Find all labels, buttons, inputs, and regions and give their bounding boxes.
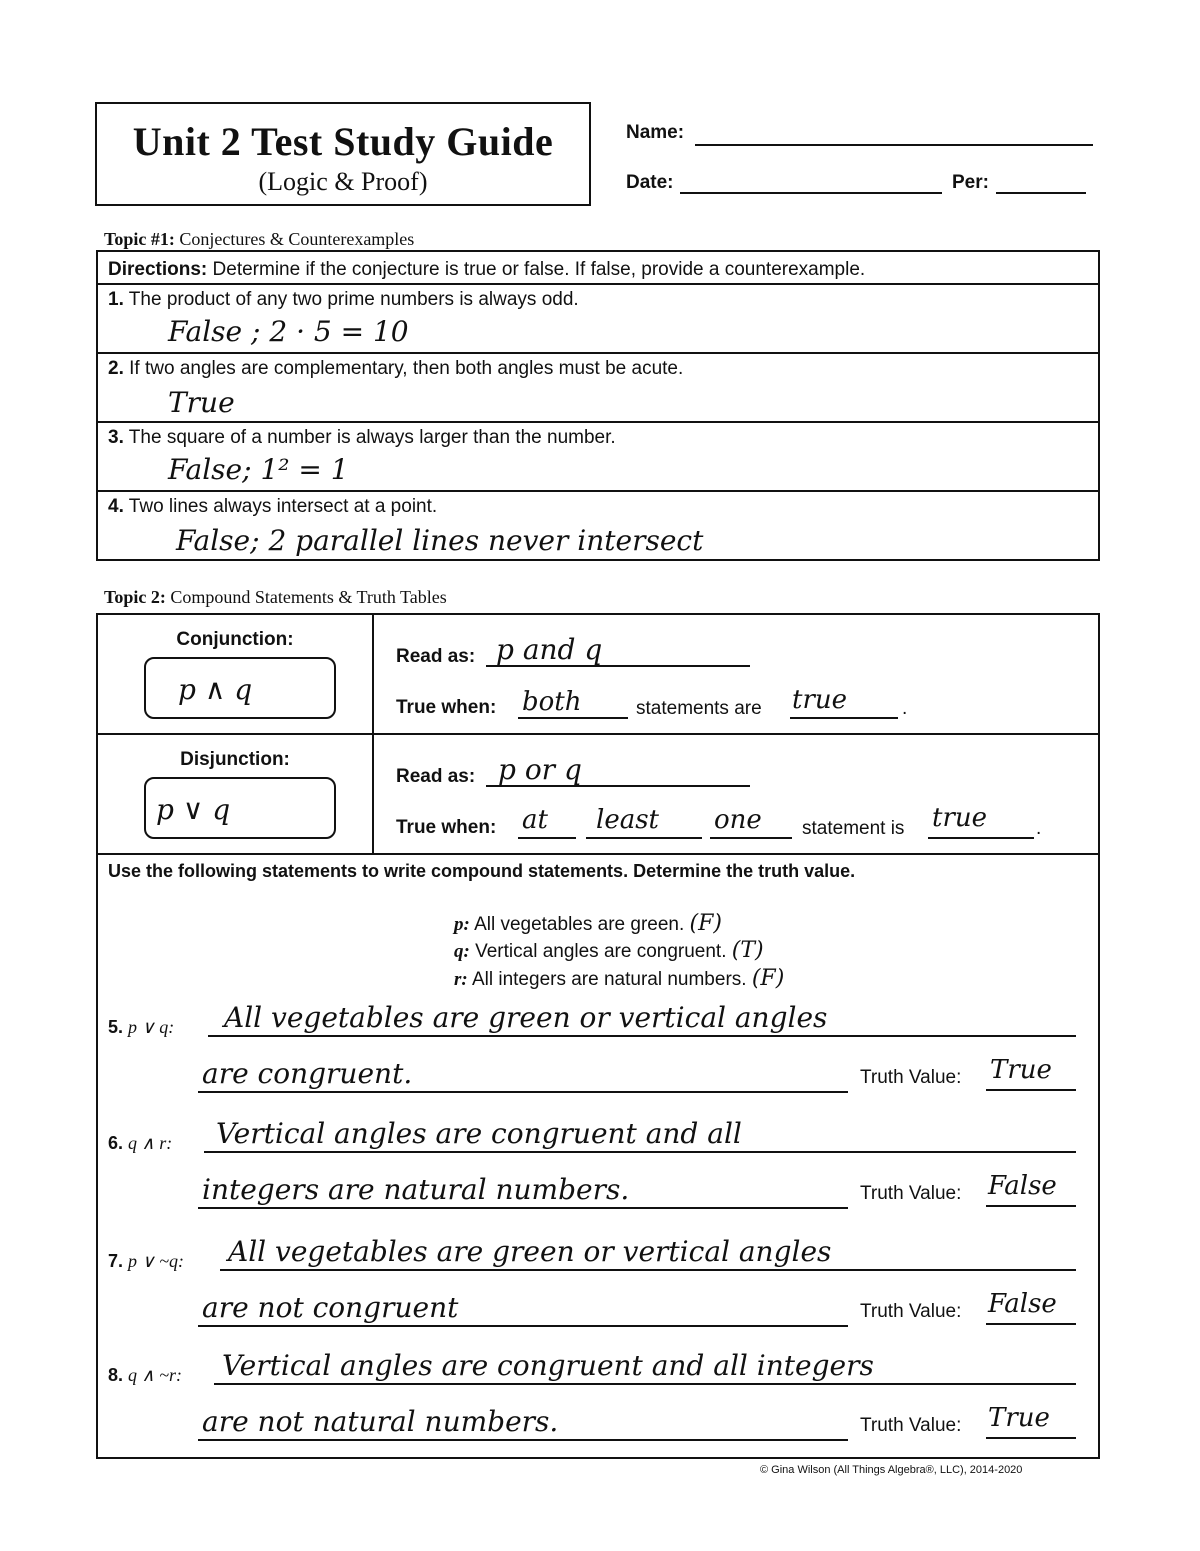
conjunction-middle-text: statements are: [636, 698, 762, 719]
read-as-label: Read as:: [396, 646, 476, 667]
statement-variable: q:: [454, 941, 470, 962]
disjunction-label: Disjunction:: [180, 749, 290, 770]
statement-p: [454, 911, 722, 936]
item-label: [108, 1251, 184, 1272]
name-label: Name:: [626, 122, 685, 143]
answer-handwritten: True: [168, 386, 235, 419]
question-row: [98, 492, 1098, 559]
period: .: [902, 698, 908, 719]
statement-truth: (F): [751, 966, 785, 991]
topic1-heading: [104, 229, 414, 250]
question-row: [98, 354, 1098, 423]
question-row: [98, 285, 1098, 354]
answer-handwritten: False; 2 parallel lines never intersect: [176, 524, 704, 557]
name-field[interactable]: [695, 122, 1093, 146]
conjunction-fill-both: both: [522, 687, 582, 717]
item-expression: q ∧ ~r:: [128, 1365, 182, 1385]
question-number: 4.: [108, 496, 124, 517]
item-answer-line1: Vertical angles are congruent and all integers: [222, 1349, 874, 1382]
truth-value-answer: False: [988, 1289, 1057, 1319]
page-title: Unit 2 Test Study Guide: [132, 119, 554, 164]
item-expression: q ∧ r:: [128, 1133, 173, 1153]
disjunction-read-as: p or q: [498, 753, 582, 786]
directions-label: Directions:: [108, 259, 208, 280]
item-expression: p ∨ q:: [128, 1017, 175, 1037]
truth-value-label: Truth Value:: [860, 1183, 962, 1204]
statement-text: Vertical angles are congruent.: [475, 941, 727, 962]
question-number: 3.: [108, 427, 124, 448]
truth-value-label: Truth Value:: [860, 1415, 962, 1436]
question-text: The product of any two prime numbers is always odd.: [128, 289, 579, 310]
item-answer-line2: are not natural numbers.: [202, 1405, 559, 1438]
topic2-title: Compound Statements & Truth Tables: [170, 587, 447, 607]
title-box: [95, 102, 591, 206]
topic1-prefix: Topic #1:: [104, 229, 175, 249]
disjunction-symbol-box: [144, 777, 336, 839]
question-number: 2.: [108, 358, 124, 379]
topic2-heading: [104, 587, 447, 608]
directions-text: Determine if the conjecture is true or false. If false, provide a counterexample.: [212, 259, 866, 280]
truth-value-answer: True: [990, 1055, 1052, 1085]
question-text: The square of a number is always larger than the number.: [128, 427, 616, 448]
read-as-label: Read as:: [396, 766, 476, 787]
question-text: Two lines always intersect at a point.: [128, 496, 438, 517]
topic1-title: Conjectures & Counterexamples: [179, 229, 415, 249]
instructions-text: Use the following statements to write compound statements. Determine the truth value.: [108, 861, 856, 881]
truth-value-answer: True: [988, 1403, 1050, 1433]
item-label: [108, 1133, 172, 1154]
conjunction-label: Conjunction:: [176, 629, 294, 650]
conjunction-fill-true: true: [792, 685, 848, 715]
statement-q: [454, 938, 764, 963]
conjunction-symbol-box: [144, 657, 336, 719]
question-row: [98, 423, 1098, 492]
date-label: Date:: [626, 172, 674, 193]
true-when-label: True when:: [396, 697, 497, 718]
question-number: 1.: [108, 289, 124, 310]
answer-handwritten: False ; 2 · 5 = 10: [168, 315, 409, 348]
conjunction-symbol: p ∧ q: [178, 673, 253, 706]
item-answer-line1: Vertical angles are congruent and all: [216, 1117, 742, 1150]
conjunction-read-as: p and q: [496, 633, 603, 666]
disjunction-middle-text: statement is: [802, 818, 905, 839]
statement-variable: p:: [454, 914, 470, 935]
page-subtitle: (Logic & Proof): [258, 167, 428, 196]
item-number: 7.: [108, 1251, 124, 1271]
disjunction-fill-least: least: [596, 805, 659, 835]
per-label: Per:: [952, 172, 989, 193]
statement-truth: (F): [689, 911, 722, 936]
conjunction-row: [98, 615, 1098, 735]
disjunction-fill-true: true: [932, 803, 988, 833]
disjunction-fill-at: at: [522, 805, 548, 835]
copyright-footer: © Gina Wilson (All Things Algebra®, LLC), 2014-2020: [760, 1464, 1023, 1476]
compound-statements-table: [96, 613, 1100, 1459]
item-number: 8.: [108, 1365, 124, 1385]
directions-row: [98, 252, 1098, 285]
item-answer-line1: All vegetables are green or vertical angles: [224, 1001, 828, 1034]
topic2-prefix: Topic 2:: [104, 587, 166, 607]
period: .: [1036, 818, 1042, 839]
true-when-label: True when:: [396, 817, 497, 838]
truth-value-label: Truth Value:: [860, 1067, 962, 1088]
statement-r: [454, 966, 784, 991]
question-text: If two angles are complementary, then both angles must be acute.: [129, 358, 684, 379]
truth-value-answer: False: [988, 1171, 1057, 1201]
item-label: [108, 1017, 174, 1038]
disjunction-fill-one: one: [714, 805, 762, 835]
statement-text: All integers are natural numbers.: [471, 969, 747, 990]
item-number: 6.: [108, 1133, 124, 1153]
disjunction-row: [98, 735, 1098, 855]
per-field[interactable]: [996, 170, 1086, 194]
conjectures-table: [96, 250, 1100, 561]
item-answer-line2: are congruent.: [202, 1057, 413, 1090]
answer-handwritten: False; 1² = 1: [168, 453, 349, 486]
item-label: [108, 1365, 182, 1386]
item-answer-line1: All vegetables are green or vertical angles: [228, 1235, 832, 1268]
item-expression: p ∨ ~q:: [128, 1251, 184, 1271]
disjunction-symbol: p ∨ q: [156, 793, 231, 826]
item-answer-line2: are not congruent: [202, 1291, 459, 1324]
item-number: 5.: [108, 1017, 124, 1037]
truth-value-label: Truth Value:: [860, 1301, 962, 1322]
date-field[interactable]: [680, 170, 942, 194]
statement-truth: (T): [731, 938, 764, 963]
item-answer-line2: integers are natural numbers.: [202, 1173, 630, 1206]
statement-variable: r:: [454, 969, 468, 990]
statement-text: All vegetables are green.: [474, 914, 685, 935]
